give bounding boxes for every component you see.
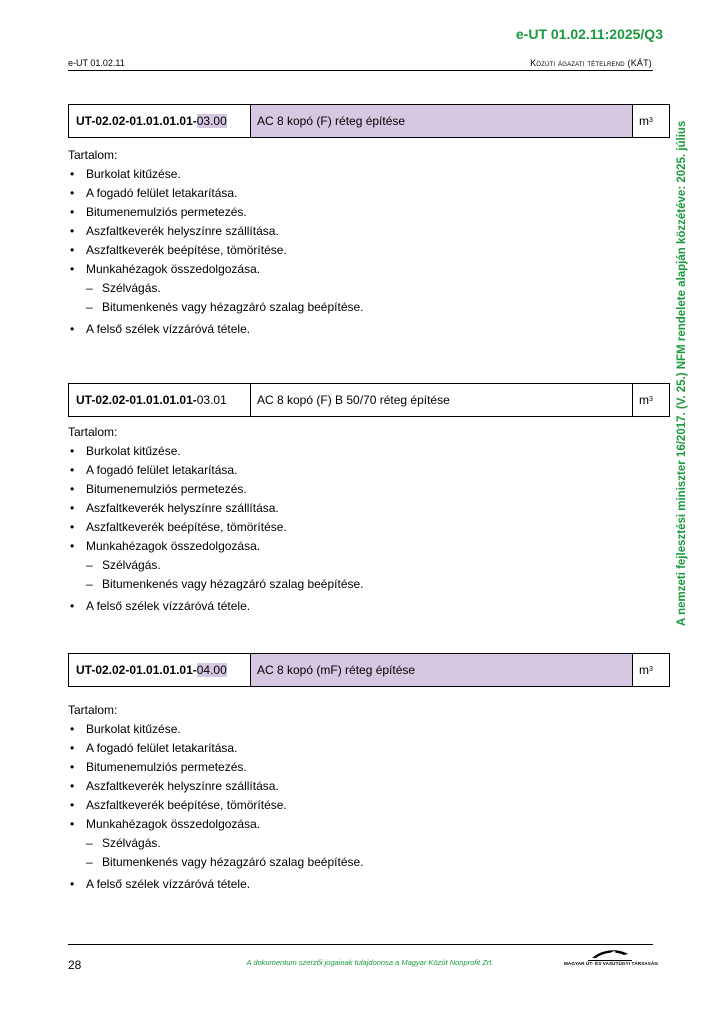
unit-exponent: 3 xyxy=(649,116,653,124)
bullet-item: • A fogadó felület letakarítása. xyxy=(68,464,670,476)
bullet-text: Munkahézagok összedolgozása. xyxy=(86,262,261,276)
item-code-base: UT-02.02-01.01.01.01- xyxy=(76,114,197,128)
item-description: AC 8 kopó (mF) réteg építése xyxy=(251,654,633,686)
page-number: 28 xyxy=(68,958,82,972)
unit-text: m xyxy=(639,393,649,407)
item-block xyxy=(68,383,670,612)
bullet-item: • A felső szélek vízzáróvá tétele. xyxy=(68,878,670,890)
item-unit xyxy=(633,654,669,686)
item-code-cell xyxy=(69,654,251,686)
unit-text: m xyxy=(639,114,649,128)
sub-bullet-item: – Bitumenkenés vagy hézagzáró szalag beépítése. xyxy=(86,856,670,868)
content-bullet-list xyxy=(68,168,670,335)
society-logo-icon xyxy=(564,946,659,972)
item-header-table xyxy=(68,383,670,417)
item-content xyxy=(68,704,670,890)
bullet-item-with-sublist xyxy=(68,818,670,868)
item-description: AC 8 kopó (F) réteg építése xyxy=(251,105,633,137)
item-header-table xyxy=(68,104,670,138)
bullet-item: • A felső szélek vízzáróvá tétele. xyxy=(68,323,670,335)
bullet-item: • Aszfaltkeverék beépítése, tömörítése. xyxy=(68,799,670,811)
publication-side-note: A nemzeti fejlesztési miniszter 16/2017. (V. 25.) NFM rendelete alapján közzétéve: 2025. július xyxy=(676,120,688,626)
header-rule xyxy=(68,70,653,71)
item-unit xyxy=(633,105,669,137)
bullet-item: • Aszfaltkeverék beépítése, tömörítése. xyxy=(68,244,670,256)
sub-bullet-item: – Szélvágás. xyxy=(86,282,670,294)
content-bullet-list xyxy=(68,723,670,890)
header-left-text: e-UT 01.02.11 xyxy=(68,58,125,68)
content-label: Tartalom: xyxy=(68,148,118,162)
bullet-item: • Aszfaltkeverék beépítése, tömörítése. xyxy=(68,521,670,533)
item-code-cell xyxy=(69,105,251,137)
bullet-item: • Burkolat kitűzése. xyxy=(68,168,670,180)
footer-rule xyxy=(68,944,653,945)
item-unit xyxy=(633,384,669,416)
unit-exponent: 3 xyxy=(649,665,653,673)
sub-bullet-list xyxy=(86,282,670,313)
item-content xyxy=(68,149,670,335)
bullet-item: • Bitumenemulziós permetezés. xyxy=(68,483,670,495)
item-description: AC 8 kopó (F) B 50/70 réteg építése xyxy=(251,384,633,416)
content-label: Tartalom: xyxy=(68,425,118,439)
item-header-table xyxy=(68,653,670,687)
bullet-item: • A fogadó felület letakarítása. xyxy=(68,187,670,199)
unit-exponent: 3 xyxy=(649,395,653,403)
bullet-item: • Bitumenemulziós permetezés. xyxy=(68,206,670,218)
bullet-item-with-sublist xyxy=(68,263,670,313)
sub-bullet-item: – Szélvágás. xyxy=(86,559,670,571)
bullet-item: • Burkolat kitűzése. xyxy=(68,445,670,457)
content-label: Tartalom: xyxy=(68,703,118,717)
item-code-base: UT-02.02-01.01.01.01- xyxy=(76,663,197,677)
item-content xyxy=(68,426,670,612)
sub-bullet-item: – Bitumenkenés vagy hézagzáró szalag beépítése. xyxy=(86,301,670,313)
logo-text: MAGYAR ÚT- ÉS VASÚTÜGYI TÁRSASÁG xyxy=(564,961,659,966)
bullet-text: Munkahézagok összedolgozása. xyxy=(86,817,261,831)
bullet-item-with-sublist xyxy=(68,540,670,590)
item-code-base: UT-02.02-01.01.01.01- xyxy=(76,393,197,407)
sub-bullet-item: – Bitumenkenés vagy hézagzáró szalag beépítése. xyxy=(86,578,670,590)
item-block xyxy=(68,653,670,890)
bullet-item: • A felső szélek vízzáróvá tétele. xyxy=(68,600,670,612)
item-code-suffix: 03.00 xyxy=(196,114,227,128)
bullet-item: • Bitumenemulziós permetezés. xyxy=(68,761,670,773)
bullet-item: • Aszfaltkeverék helyszínre szállítása. xyxy=(68,502,670,514)
item-code-suffix: 03.01 xyxy=(196,393,227,407)
sub-bullet-list xyxy=(86,559,670,590)
bullet-text: Munkahézagok összedolgozása. xyxy=(86,539,261,553)
header-right-text: Közúti ágazati tételrend (KÁT) xyxy=(530,58,652,68)
content-bullet-list xyxy=(68,445,670,612)
item-code-cell xyxy=(69,384,251,416)
bullet-item: • Aszfaltkeverék helyszínre szállítása. xyxy=(68,225,670,237)
item-block xyxy=(68,104,670,335)
bullet-item: • Aszfaltkeverék helyszínre szállítása. xyxy=(68,780,670,792)
document-code: e-UT 01.02.11:2025/Q3 xyxy=(515,26,663,42)
unit-text: m xyxy=(639,663,649,677)
bullet-item: • A fogadó felület letakarítása. xyxy=(68,742,670,754)
copyright-notice: A dokumentum szerzői jogainak tulajdonosa a Magyar Közút Nonprofit Zrt. xyxy=(246,958,494,967)
sub-bullet-list xyxy=(86,837,670,868)
bullet-item: • Burkolat kitűzése. xyxy=(68,723,670,735)
item-code-suffix: 04.00 xyxy=(196,663,227,677)
sub-bullet-item: – Szélvágás. xyxy=(86,837,670,849)
